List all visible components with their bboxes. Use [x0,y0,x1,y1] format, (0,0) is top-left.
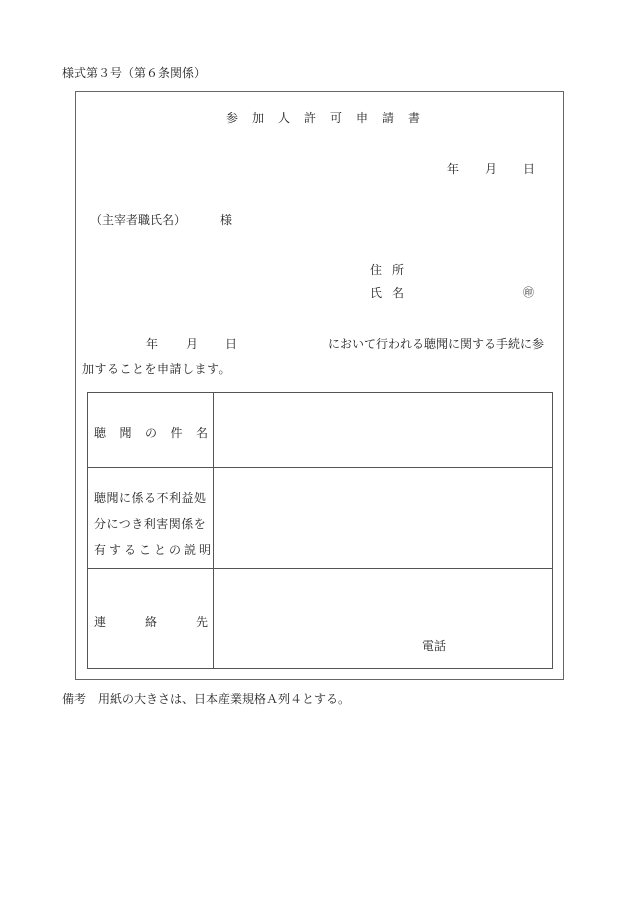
hearing-date-day: 日 [225,337,238,351]
hearing-subject-label: 聴 聞 の 件 名 [94,426,208,440]
body-text-line1: において行われる聴聞に関する手続に参 [328,337,545,351]
contact-label: 連 絡 先 [94,615,208,629]
interest-explanation-field[interactable] [220,474,546,562]
form-number: 様式第３号（第６条関係） [62,66,207,80]
table-row-divider [87,568,553,569]
hearing-date-year: 年 [146,337,159,351]
table-row-divider [87,467,553,468]
telephone-label: 電話 [422,639,447,653]
seal-icon: ㊞ [523,286,534,299]
date-day-label: 日 [523,162,536,176]
date-year-label: 年 [447,162,460,176]
date-month-label: 月 [485,162,498,176]
addressee-label: （主宰者職氏名） [90,213,187,227]
form-title: 参加人許可申請書 [226,111,435,125]
hearing-date-month: 月 [186,337,199,351]
hearing-subject-field[interactable] [220,400,546,460]
body-text-line2: 加することを申請します。 [82,362,232,376]
addressee-honorific: 様 [220,213,233,227]
interest-explanation-label: 聴聞に係る不利益処 分につき利害関係を 有することの説明 [94,491,215,557]
contact-field[interactable] [220,575,546,630]
remarks-note: 備考 用紙の大きさは、日本産業規格Ａ列４とする。 [62,692,351,706]
applicant-address-label: 住所 [370,263,415,277]
applicant-name-label: 氏名 [370,286,415,300]
